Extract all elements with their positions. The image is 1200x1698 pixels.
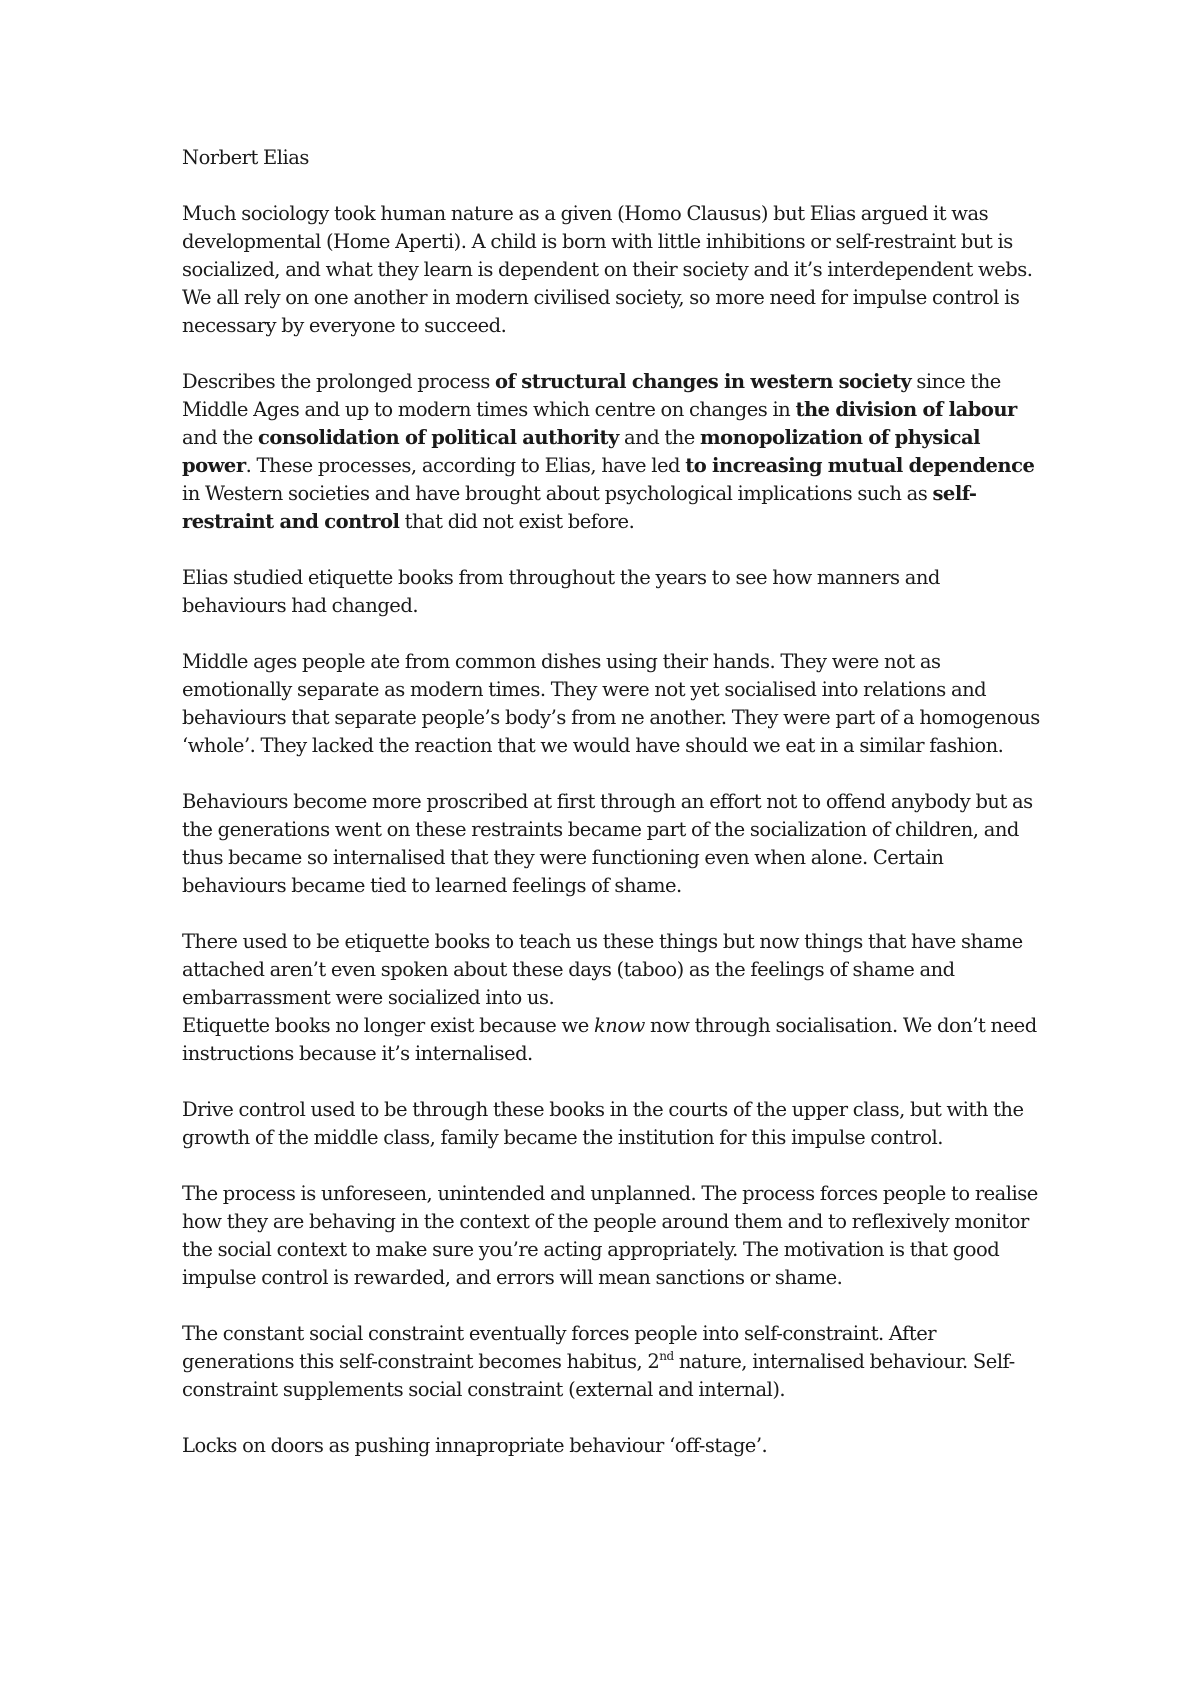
text-run: since the Middle Ages and up to modern times which centre on changes in <box>182 370 1001 421</box>
text-run: nature, internalised behaviour. Self-constraint supplements social constraint (external and internal). <box>182 1350 1015 1401</box>
text-run: now through socialisation. We don’t need instructions because it’s internalised. <box>182 1014 1037 1065</box>
paragraph-behaviours: Behaviours become more proscribed at first through an effort not to offend anybody but as the generations went on these restraints became part of the socialization of children, and thus became so internalised that they were functioning even when alone. Certain behaviours became tied to learned feelings of shame. <box>182 790 1033 897</box>
paragraph-middle-ages: Middle ages people ate from common dishes using their hands. They were not as emotionally separate as modern times. They were not yet socialised into relations and behaviours that separate people’s body’s from ne another. They were part of a homogenous ‘whole’. They lacked the reaction that we would have should we eat in a similar fashion. <box>182 650 1040 757</box>
bold-run: self-restraint and control <box>182 482 977 533</box>
text-run: The constant social constraint eventually forces people into self-constraint. After generations this self-constraint becomes habitus, 2 <box>182 1322 937 1373</box>
text-run: and the <box>182 426 258 449</box>
document-body <box>182 144 1042 1488</box>
document-title: Norbert Elias <box>182 146 309 169</box>
paragraph-drive-control: Drive control used to be through these books in the courts of the upper class, but with the growth of the middle class, family became the institution for this impulse control. <box>182 1098 1024 1149</box>
text-run: in Western societies and have brought about psychological implications such as <box>182 482 933 505</box>
bold-run: of structural changes in western society <box>495 370 912 393</box>
paragraph-process: The process is unforeseen, unintended and unplanned. The process forces people to realise how they are behaving in the context of the people around them and to reflexively monitor the social context to make sure you’re acting appropriately. The motivation is that good impulse control is rewarded, and errors will mean sanctions or shame. <box>182 1182 1038 1289</box>
paragraph-etiquette-books: Elias studied etiquette books from throughout the years to see how manners and behaviours had changed. <box>182 566 940 617</box>
text-run: that did not exist before. <box>399 510 635 533</box>
paragraph-locks-on-doors: Locks on doors as pushing innapropriate behaviour ‘off-stage’. <box>182 1434 768 1457</box>
paragraph-self-constraint <box>182 1320 1042 1404</box>
text-run: Describes the prolonged process <box>182 370 496 393</box>
text-run: Etiquette books no longer exist because we <box>182 1014 594 1037</box>
paragraph-structural-changes <box>182 368 1042 536</box>
text-run: and the <box>618 426 701 449</box>
text-run: . These processes, according to Elias, have led <box>245 454 686 477</box>
bold-run: monopolization of physical power <box>182 426 981 477</box>
bold-run: the division of labour <box>795 398 1017 421</box>
italic-run: know <box>593 1014 645 1037</box>
paragraph-internalised <box>182 1012 1042 1068</box>
bold-run: to increasing mutual dependence <box>685 454 1035 477</box>
paragraph-taboo: There used to be etiquette books to teach us these things but now things that have shame attached aren’t even spoken about these days (taboo) as the feelings of shame and embarrassment were socialized into us. <box>182 930 1023 1009</box>
paragraph-homo-clausus: Much sociology took human nature as a given (Homo Clausus) but Elias argued it was developmental (Home Aperti). A child is born with little inhibitions or self-restraint but is socialized, and what they learn is dependent on their society and it’s interdependent webs. We all rely on one another in modern civilised society, so more need for impulse control is necessary by everyone to succeed. <box>182 202 1033 337</box>
superscript: nd <box>659 1349 674 1363</box>
bold-run: consolidation of political authority <box>258 426 619 449</box>
